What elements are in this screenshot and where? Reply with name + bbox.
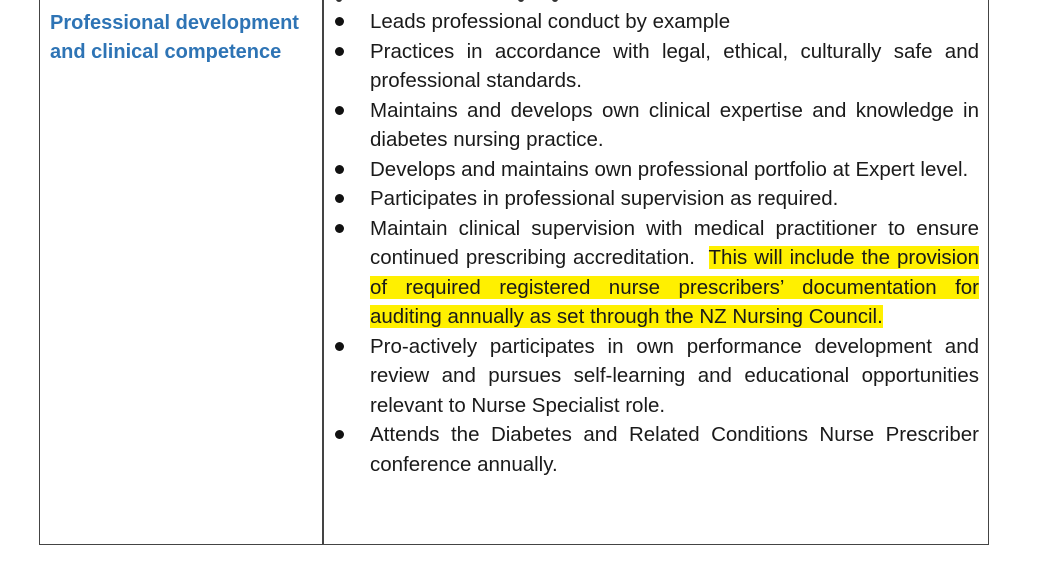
section-heading [50,9,320,67]
section-heading-line2: and clinical competence [50,41,282,63]
cropped-previous-row [40,0,988,4]
bullet-icon [335,342,344,351]
list-item [331,37,979,96]
list-item [331,214,979,332]
section-heading-line1: Professional development [50,12,299,34]
bullet-icon [335,17,344,26]
responsibilities-list [331,7,979,479]
competency-table [39,0,989,545]
bullet-icon [335,224,344,233]
list-item-text: Practices in accordance with legal, ethical, culturally safe and professional standards. [370,39,979,92]
column-divider [322,0,324,545]
highlighted-text: This will include the provision of required registered nurse prescribers’ documentation for auditing annually as set through the NZ Nursing Council. [370,246,980,328]
section-heading-cell [50,9,320,67]
list-item [331,155,979,185]
list-item-text: Leads professional conduct by example [370,10,731,33]
list-item [331,420,979,479]
list-item [331,332,979,421]
list-item-text: Maintain clinical supervision with medical practitioner to ensure continued prescribing accreditation. [370,216,979,269]
list-item-text: Maintains and develops own clinical expertise and knowledge in diabetes nursing practice. [370,98,979,151]
list-item [331,184,979,214]
list-item [331,96,979,155]
bullet-icon [335,430,344,439]
responsibilities-cell [331,7,979,479]
list-item-text: Participates in professional supervision as required. [370,187,839,210]
bullet-icon [335,194,344,203]
list-item-text: Pro-actively participates in own performance development and review and pursues self-learning and educational opportunities relevant to Nurse Specialist role. [370,334,979,417]
list-item-text: Develops and maintains own professional portfolio at Expert level. [370,157,969,181]
list-item [331,7,979,37]
bullet-icon [335,165,344,174]
bullet-icon [335,106,344,115]
list-item-text: Attends the Diabetes and Related Conditions Nurse Prescriber conference annually. [370,423,979,476]
bullet-icon [335,47,344,56]
